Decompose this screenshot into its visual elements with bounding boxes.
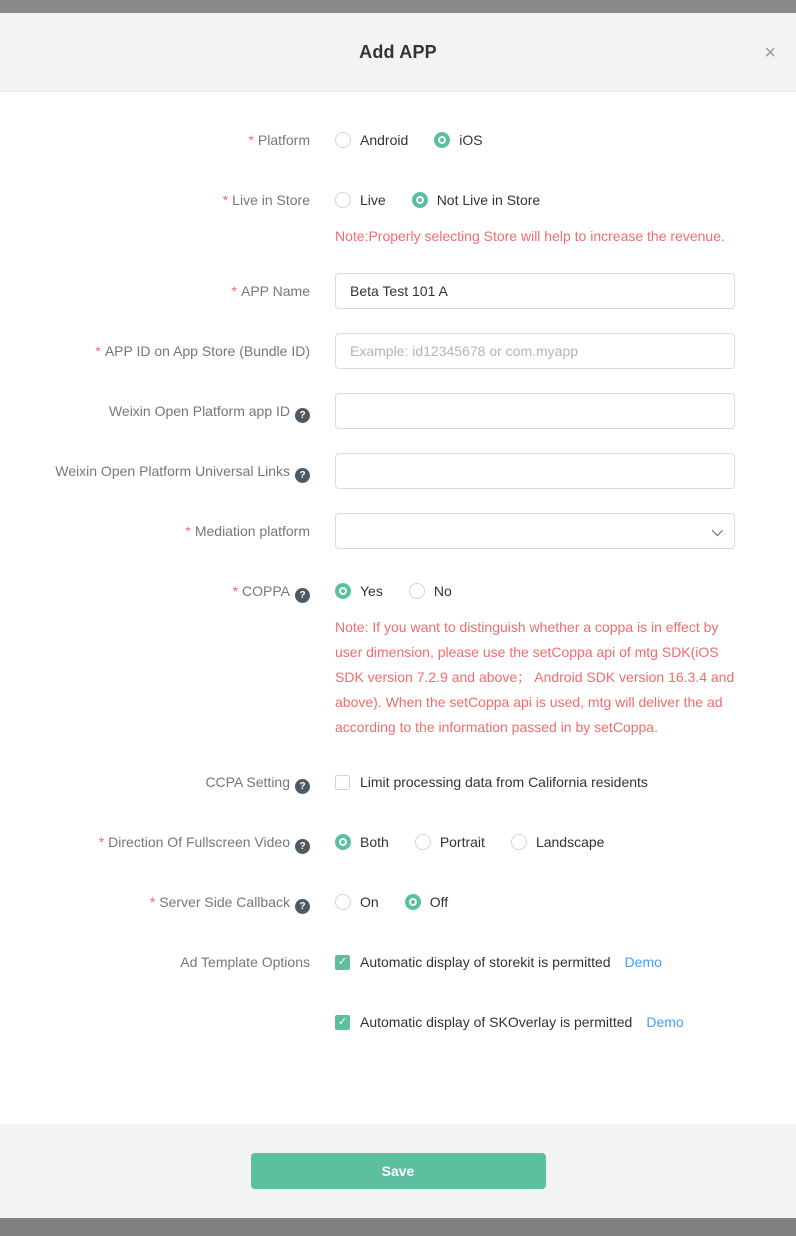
platform-radio-group	[335, 122, 796, 158]
mediation-platform-row	[0, 513, 796, 549]
direction-radio-group	[335, 824, 796, 860]
radio-unchecked-icon[interactable]	[335, 894, 351, 910]
skoverlay-checkbox-line	[335, 1004, 796, 1040]
check-icon: ✓	[337, 1015, 348, 1028]
check-icon: ✓	[337, 955, 348, 968]
weixin-universal-links-label: Weixin Open Platform Universal Links ?	[0, 453, 310, 489]
question-icon[interactable]: ?	[295, 839, 310, 854]
radio-option-live[interactable]: Live	[335, 192, 386, 208]
required-asterisk: *	[231, 283, 237, 299]
modal-header	[0, 13, 796, 92]
background-bottom-strip	[0, 1218, 796, 1236]
weixin-universal-links-row	[0, 453, 796, 489]
mediation-platform-select[interactable]	[335, 513, 735, 549]
coppa-row	[0, 573, 796, 740]
save-button[interactable]: Save	[251, 1153, 546, 1189]
skoverlay-demo-link[interactable]: Demo	[646, 1014, 684, 1030]
radio-unchecked-icon[interactable]	[335, 132, 351, 148]
radio-checked-icon[interactable]	[405, 894, 421, 910]
live-in-store-label: * Live in Store	[222, 192, 310, 208]
radio-checked-icon[interactable]	[434, 132, 450, 148]
weixin-app-id-label: Weixin Open Platform app ID ?	[0, 393, 310, 429]
question-icon[interactable]: ?	[295, 468, 310, 483]
platform-row	[0, 122, 796, 158]
storekit-checkbox-line	[335, 944, 796, 980]
chevron-down-icon	[712, 525, 723, 536]
radio-unchecked-icon[interactable]	[335, 192, 351, 208]
ccpa-checkbox-line	[335, 764, 796, 800]
required-asterisk: *	[98, 834, 105, 850]
close-icon[interactable]: ×	[764, 42, 776, 64]
mediation-platform-label: * Mediation platform	[185, 523, 310, 539]
radio-option-not-live[interactable]: Not Live in Store	[412, 192, 541, 208]
add-app-modal	[0, 13, 796, 1218]
radio-option-on[interactable]: On	[335, 894, 379, 910]
server-callback-radio-group	[335, 884, 796, 920]
page-title: Add APP	[359, 41, 437, 62]
modal-footer	[0, 1124, 796, 1218]
direction-label: * Direction Of Fullscreen Video ?	[0, 824, 310, 860]
question-icon[interactable]: ?	[295, 899, 310, 914]
platform-label: * Platform	[248, 132, 310, 148]
radio-option-android[interactable]: Android	[335, 132, 408, 148]
app-id-label: * APP ID on App Store (Bundle ID)	[95, 343, 310, 359]
app-id-input[interactable]	[335, 333, 735, 369]
app-name-input[interactable]	[335, 273, 735, 309]
checkbox-checked-icon[interactable]	[335, 955, 350, 970]
checkbox-checked-icon[interactable]	[335, 1015, 350, 1030]
ad-template-label: Ad Template Options	[180, 954, 310, 970]
ad-template-row-skoverlay	[0, 1004, 796, 1040]
required-asterisk: *	[185, 523, 191, 539]
radio-unchecked-icon[interactable]	[409, 583, 425, 599]
radio-checked-icon[interactable]	[335, 583, 351, 599]
ccpa-row	[0, 764, 796, 800]
app-name-row	[0, 273, 796, 309]
modal-body	[0, 92, 796, 1124]
storekit-demo-link[interactable]: Demo	[624, 954, 662, 970]
required-asterisk: *	[149, 894, 156, 910]
direction-row	[0, 824, 796, 860]
radio-option-yes[interactable]: Yes	[335, 583, 383, 599]
radio-option-portrait[interactable]: Portrait	[415, 834, 485, 850]
weixin-app-id-input[interactable]	[335, 393, 735, 429]
radio-option-both[interactable]: Both	[335, 834, 389, 850]
coppa-note: Note: If you want to distinguish whether a coppa is in effect by user dimension, please use the setCoppa api of mtg SDK(iOS SDK version 7.2.9 and above； Android SDK version 16.3.4 and above). When the setCoppa api is used, mtg will deliver the ad according to the information passed in by setCoppa.	[335, 619, 735, 735]
required-asterisk: *	[95, 343, 101, 359]
ccpa-checkbox-label[interactable]: Limit processing data from California residents	[360, 774, 648, 790]
radio-unchecked-icon[interactable]	[511, 834, 527, 850]
weixin-universal-links-input[interactable]	[335, 453, 735, 489]
background-top-strip	[0, 0, 796, 13]
storekit-checkbox-label[interactable]: Automatic display of storekit is permitted	[360, 954, 611, 970]
coppa-label: * COPPA ?	[0, 573, 310, 609]
app-name-label: * APP Name	[231, 283, 310, 299]
checkbox-unchecked-icon[interactable]	[335, 775, 350, 790]
radio-option-landscape[interactable]: Landscape	[511, 834, 605, 850]
required-asterisk: *	[248, 132, 254, 148]
question-icon[interactable]: ?	[295, 408, 310, 423]
radio-checked-icon[interactable]	[335, 834, 351, 850]
question-icon[interactable]: ?	[295, 588, 310, 603]
question-icon[interactable]: ?	[295, 779, 310, 794]
coppa-radio-group	[335, 573, 796, 609]
skoverlay-checkbox-label[interactable]: Automatic display of SKOverlay is permitted	[360, 1014, 633, 1030]
app-id-row	[0, 333, 796, 369]
radio-option-no[interactable]: No	[409, 583, 452, 599]
server-callback-row	[0, 884, 796, 920]
ccpa-label: CCPA Setting ?	[0, 764, 310, 800]
radio-option-ios[interactable]: iOS	[434, 132, 482, 148]
ad-template-row-storekit	[0, 944, 796, 980]
live-in-store-radio-group	[335, 182, 796, 218]
live-in-store-row	[0, 182, 796, 249]
server-callback-label: * Server Side Callback ?	[0, 884, 310, 920]
radio-option-off[interactable]: Off	[405, 894, 448, 910]
required-asterisk: *	[232, 583, 239, 599]
radio-unchecked-icon[interactable]	[415, 834, 431, 850]
radio-checked-icon[interactable]	[412, 192, 428, 208]
live-in-store-note: Note:Properly selecting Store will help to increase the revenue.	[335, 228, 725, 244]
weixin-app-id-row	[0, 393, 796, 429]
required-asterisk: *	[222, 192, 229, 208]
